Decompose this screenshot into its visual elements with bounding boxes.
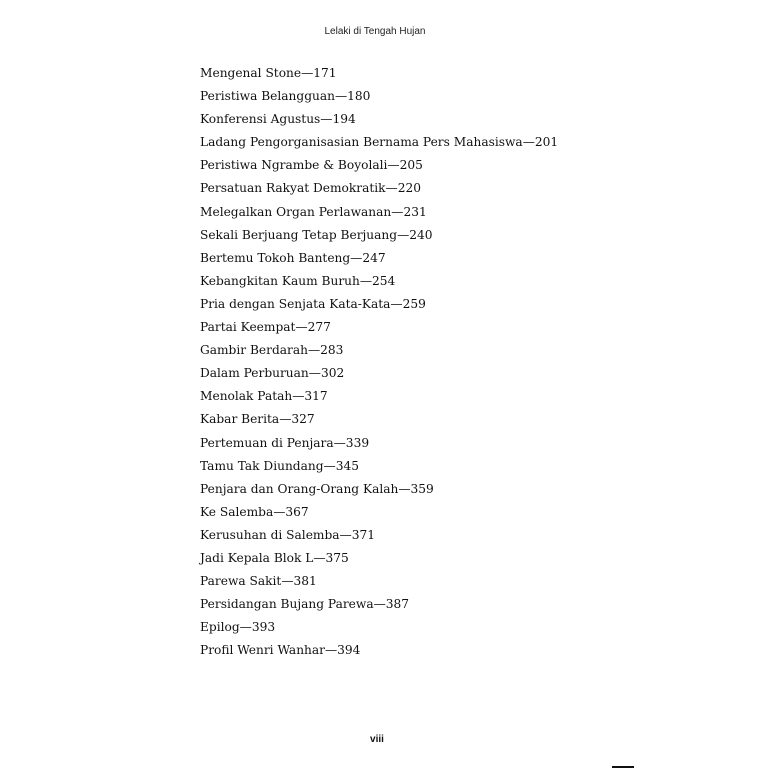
page-number: viii [370, 734, 384, 745]
table-of-contents [200, 62, 558, 662]
toc-entry: Mengenal Stone—171 [200, 66, 337, 80]
running-header: Lelaki di Tengah Hujan [324, 26, 426, 37]
toc-entry: Menolak Patah—317 [200, 389, 328, 404]
toc-entry: Parewa Sakit—381 [200, 574, 317, 589]
toc-entry: Tamu Tak Diundang—345 [200, 458, 359, 473]
toc-entry: Jadi Kepala Blok L—375 [200, 550, 349, 565]
toc-entry: Melegalkan Organ Perlawanan—231 [200, 204, 427, 219]
toc-entry: Sekali Berjuang Tetap Berjuang—240 [200, 227, 433, 242]
toc-entry: Pria dengan Senjata Kata-Kata—259 [200, 296, 426, 311]
toc-entry: Pertemuan di Penjara—339 [200, 435, 370, 450]
toc-entry: Peristiwa Ngrambe & Boyolali—205 [200, 158, 423, 173]
toc-entry: Partai Keempat—277 [200, 320, 331, 335]
toc-entry: Persatuan Rakyat Demokratik—220 [200, 181, 421, 196]
toc-entry: Ladang Pengorganisasian Bernama Pers Mahasiswa—201 [200, 135, 559, 150]
toc-entry: Profil Wenri Wanhar—394 [200, 643, 361, 658]
toc-entry: Ke Salemba—367 [200, 504, 309, 519]
toc-entry: Kabar Berita—327 [200, 412, 315, 427]
edge-mark [612, 766, 634, 768]
toc-entry: Bertemu Tokoh Banteng—247 [200, 250, 386, 265]
toc-entry: Peristiwa Belangguan—180 [200, 89, 371, 104]
toc-entry: Gambir Berdarah—283 [200, 343, 344, 358]
toc-entry: Konferensi Agustus—194 [200, 112, 356, 127]
toc-entry: Kerusuhan di Salemba—371 [200, 527, 375, 542]
toc-entry: Persidangan Bujang Parewa—387 [200, 597, 410, 612]
toc-entry: Kebangkitan Kaum Buruh—254 [200, 273, 396, 288]
toc-entry: Penjara dan Orang-Orang Kalah—359 [200, 481, 434, 496]
toc-entry: Dalam Perburuan—302 [200, 366, 345, 381]
toc-entry: Epilog—393 [200, 620, 276, 635]
